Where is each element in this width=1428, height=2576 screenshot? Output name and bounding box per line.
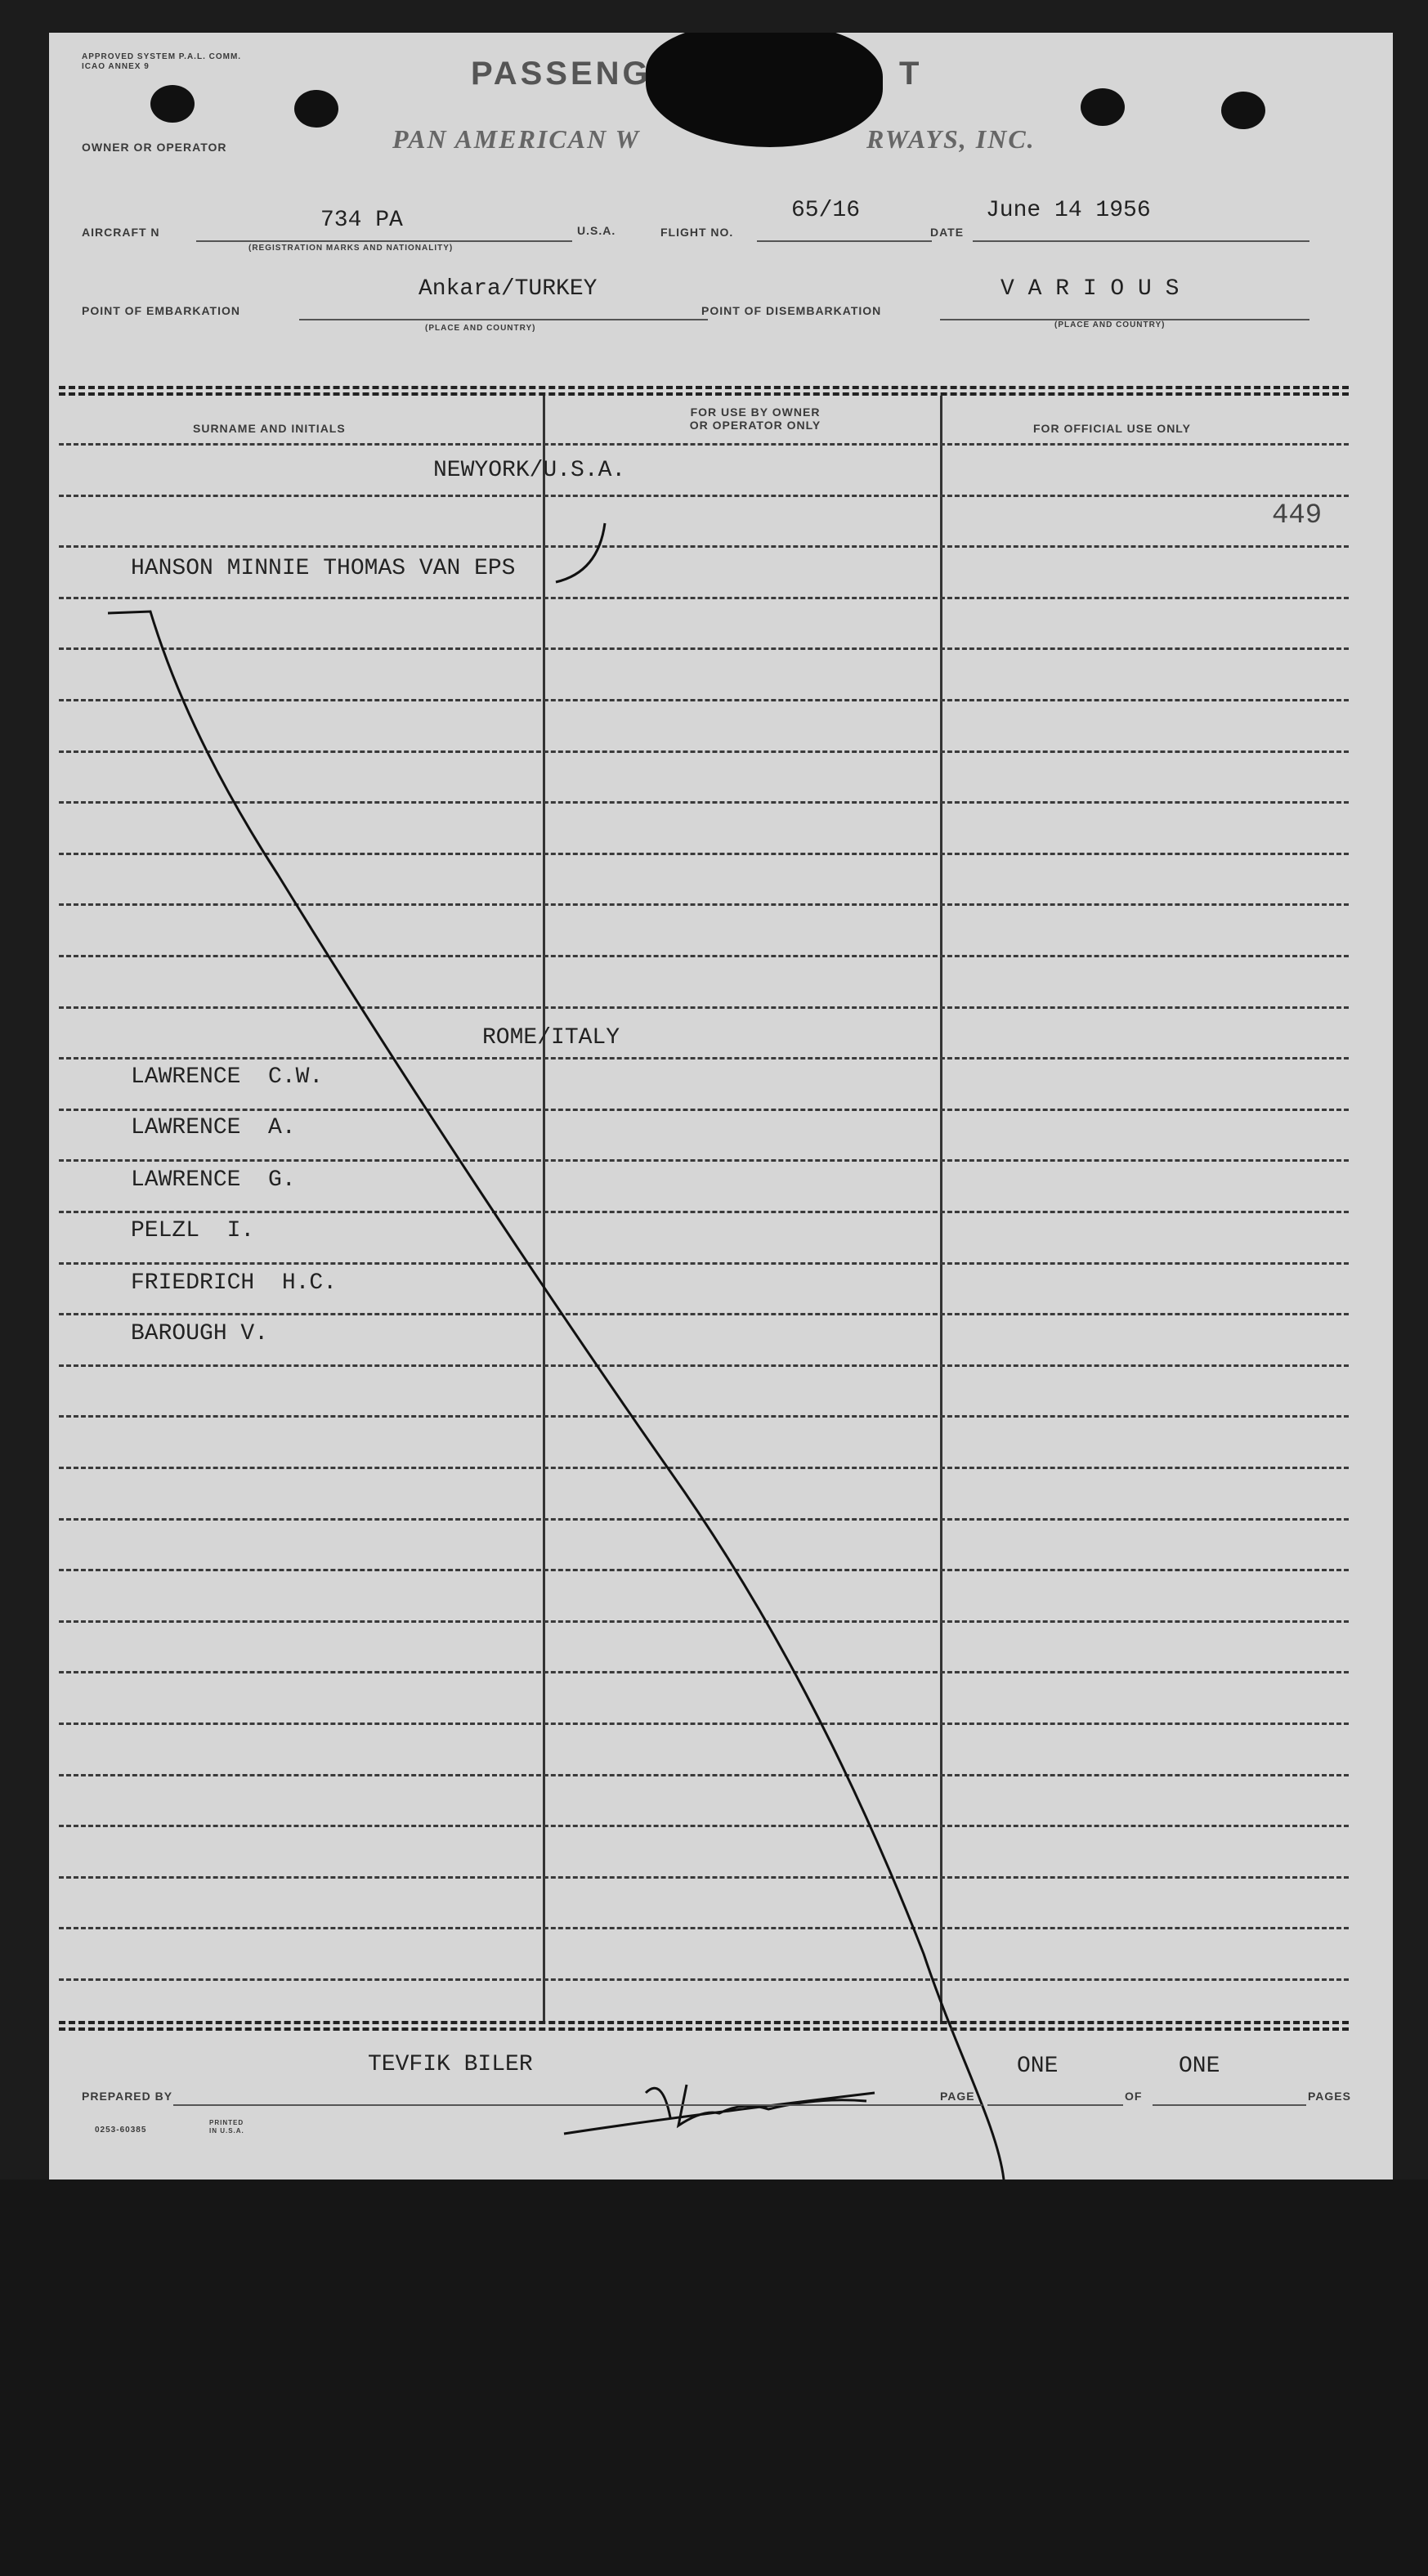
disembarkation-label: POINT OF DISEMBARKATION	[701, 304, 882, 317]
table-bottom-rule	[59, 2027, 1349, 2031]
passenger-manifest-sheet	[49, 33, 1393, 2180]
aircraft-label: AIRCRAFT N	[82, 226, 160, 239]
passenger-name: LAWRENCE G.	[131, 1167, 296, 1193]
signature	[564, 2085, 875, 2134]
table-bottom-rule	[59, 2021, 1349, 2024]
country-label: U.S.A.	[577, 224, 616, 237]
form-number: 0253-60385	[95, 2126, 147, 2135]
page-underline	[987, 2104, 1123, 2106]
column-header-surname: SURNAME AND INITIALS	[193, 422, 346, 435]
passenger-name: HANSON MINNIE THOMAS VAN EPS	[131, 556, 516, 581]
flight-label: FLIGHT NO.	[660, 226, 734, 239]
of-underline	[1153, 2104, 1306, 2106]
diagonal-strike-line	[108, 612, 1004, 2180]
pages-label: PAGES	[1308, 2090, 1351, 2103]
prepared-by-value: TEVFIK BILER	[368, 2052, 533, 2077]
embarkation-label: POINT OF EMBARKATION	[82, 304, 240, 317]
disembarkation-caption: (PLACE AND COUNTRY)	[1054, 320, 1166, 329]
official-number: 449	[1272, 500, 1323, 531]
printed-label: PRINTED IN U.S.A.	[209, 2119, 244, 2135]
date-value: June 14 1956	[986, 198, 1151, 223]
column-header-owner-use: FOR USE BY OWNER	[690, 405, 821, 419]
registration-caption: (REGISTRATION MARKS AND NATIONALITY)	[248, 244, 454, 253]
passenger-name: LAWRENCE A.	[131, 1115, 296, 1140]
check-mark	[556, 523, 605, 582]
date-label: DATE	[930, 226, 965, 239]
of-label: OF	[1125, 2090, 1143, 2103]
page-value: ONE	[1017, 2054, 1059, 2079]
company-name-end: RWAYS, INC.	[866, 124, 1036, 154]
approval-note: APPROVED SYSTEM P.A.L. COMM. ICAO ANNEX 9	[82, 52, 242, 71]
of-value: ONE	[1179, 2054, 1220, 2079]
handwritten-marks	[49, 33, 1393, 2180]
embarkation-value: Ankara/TURKEY	[419, 276, 598, 302]
owner-label: OWNER OR OPERATOR	[82, 141, 227, 154]
form-title-end: T	[899, 56, 923, 92]
company-name: PAN AMERICAN W	[392, 124, 641, 154]
form-title: PASSENG	[471, 56, 651, 92]
aircraft-value: 734 PA	[320, 208, 403, 233]
passenger-name: LAWRENCE C.W.	[131, 1064, 324, 1090]
disembarkation-value: V A R I O U S	[1000, 276, 1180, 302]
passenger-name: BAROUGH V.	[131, 1321, 269, 1346]
embarkation-caption: (PLACE AND COUNTRY)	[425, 324, 536, 333]
page-label: PAGE	[940, 2090, 975, 2103]
prepared-by-label: PREPARED BY	[82, 2090, 173, 2103]
passenger-name: PELZL I.	[131, 1218, 255, 1243]
destination-heading: ROME/ITALY	[482, 1025, 620, 1051]
column-header-owner-use-2: OR OPERATOR ONLY	[689, 419, 821, 432]
scan-background	[0, 2180, 1428, 2576]
prepared-by-underline	[173, 2104, 983, 2106]
passenger-name: FRIEDRICH H.C.	[131, 1270, 338, 1296]
destination-heading: NEWYORK/U.S.A.	[433, 458, 626, 483]
flight-value: 65/16	[791, 198, 861, 223]
column-header-official-use: FOR OFFICIAL USE ONLY	[1033, 422, 1191, 435]
